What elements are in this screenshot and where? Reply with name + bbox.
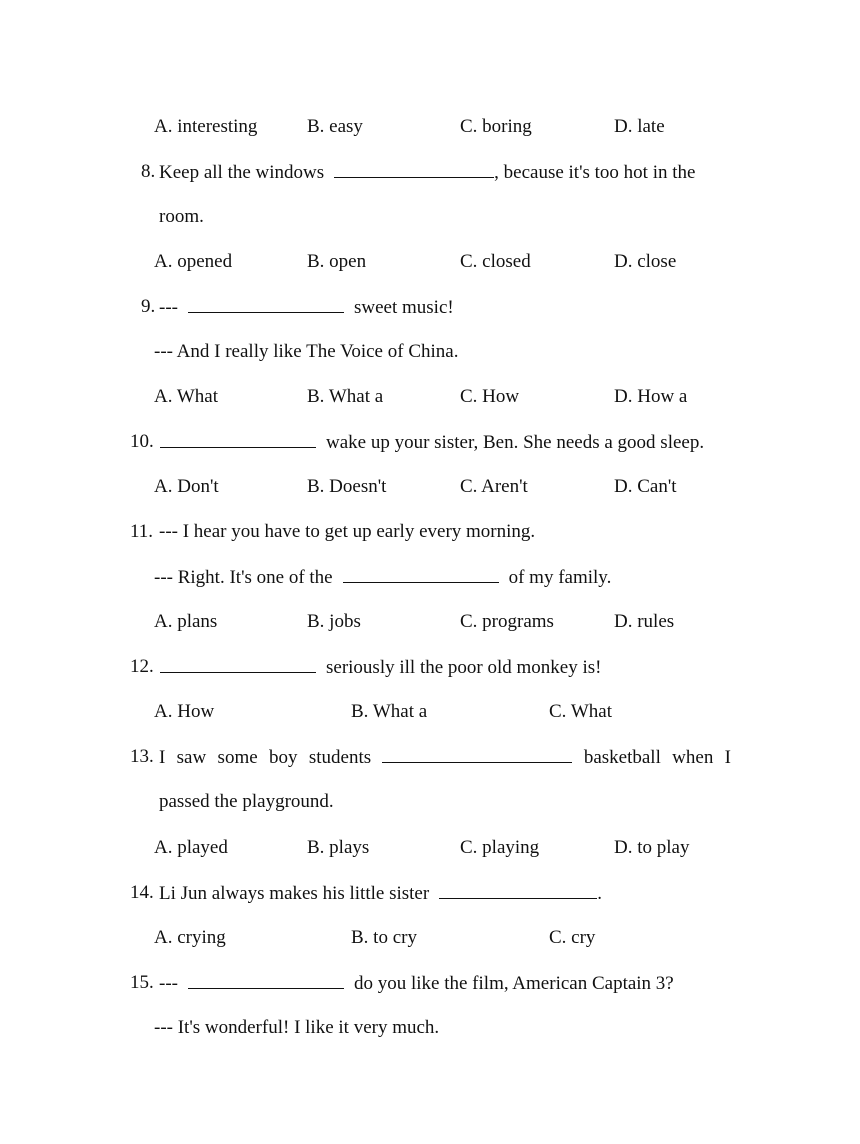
q8-option-a: A. opened (154, 251, 233, 272)
q14-option-c: C. cry (549, 927, 596, 948)
q7-option-b: B. easy (307, 116, 363, 137)
q10-number: 10. (130, 431, 154, 452)
q11-reply (154, 566, 611, 589)
q13-option-b: B. plays (307, 837, 370, 858)
q12-option-c: C. What (549, 701, 612, 722)
q11-option-c: C. programs (460, 611, 554, 632)
q7-option-a: A. interesting (154, 116, 258, 137)
q14-option-a: A. crying (154, 927, 226, 948)
q13-text-after: basketball when I (583, 747, 732, 768)
q12-question (160, 656, 601, 679)
q11-reply-after: of my family. (508, 567, 612, 588)
q7-option-c: C. boring (460, 116, 532, 137)
q8-text-before: Keep all the windows (159, 162, 325, 183)
q11-option-a: A. plans (154, 611, 218, 632)
q13-number: 13. (130, 746, 154, 767)
q12-number: 12. (130, 656, 154, 677)
q15-text-after: do you like the film, American Captain 3? (353, 973, 674, 994)
q10-option-b: B. Doesn't (307, 476, 387, 497)
q14-text-after: . (597, 883, 602, 904)
q12-text-after: seriously ill the poor old monkey is! (326, 657, 602, 678)
q15-blank (188, 972, 344, 989)
q9-text-after: sweet music! (353, 297, 454, 318)
q12-option-b: B. What a (351, 701, 428, 722)
q8-number: 8. (141, 161, 156, 182)
q13-option-a: A. played (154, 837, 228, 858)
q9-reply: --- And I really like The Voice of China. (154, 341, 459, 362)
q10-blank (160, 431, 316, 448)
q9-number: 9. (141, 296, 156, 317)
q8-continuation: room. (159, 206, 204, 227)
q11-blank (343, 566, 499, 583)
q9-question (159, 296, 454, 319)
q14-question (159, 882, 602, 905)
q13-blank (382, 746, 572, 763)
q8-question (159, 161, 731, 184)
q14-number: 14. (130, 882, 154, 903)
q12-blank (160, 656, 316, 673)
q14-text-before: Li Jun always makes his little sister (159, 883, 430, 904)
q11-question: --- I hear you have to get up early every morning. (159, 521, 536, 542)
q11-number: 11. (130, 521, 154, 542)
q11-reply-before: --- Right. It's one of the (154, 567, 333, 588)
q8-blank (334, 161, 494, 178)
q8-option-c: C. closed (460, 251, 531, 272)
q12-option-a: A. How (154, 701, 215, 722)
q10-option-c: C. Aren't (460, 476, 528, 497)
q15-question (159, 972, 674, 995)
q13-option-d: D. to play (614, 837, 690, 858)
q9-prefix: --- (159, 297, 178, 318)
q9-option-d: D. How a (614, 386, 688, 407)
q13-continuation: passed the playground. (159, 791, 334, 812)
q9-option-a: A. What (154, 386, 219, 407)
q14-option-b: B. to cry (351, 927, 417, 948)
q10-option-d: D. Can't (614, 476, 677, 497)
q15-prefix: --- (159, 973, 178, 994)
q8-option-d: D. close (614, 251, 677, 272)
q14-blank (439, 882, 597, 899)
q8-text-after: , because it's too hot in the (494, 162, 696, 183)
q9-option-b: B. What a (307, 386, 384, 407)
q7-option-d: D. late (614, 116, 665, 137)
q13-question (159, 746, 731, 769)
q8-option-b: B. open (307, 251, 367, 272)
q9-option-c: C. How (460, 386, 520, 407)
q13-option-c: C. playing (460, 837, 540, 858)
q10-text-after: wake up your sister, Ben. She needs a good sleep. (326, 432, 705, 453)
q9-blank (188, 296, 344, 313)
q11-option-d: D. rules (614, 611, 675, 632)
q15-number: 15. (130, 972, 154, 993)
q15-reply: --- It's wonderful! I like it very much. (154, 1017, 440, 1038)
q10-option-a: A. Don't (154, 476, 219, 497)
q10-question (160, 431, 704, 454)
q13-text-before: I saw some boy students (159, 747, 372, 768)
q11-option-b: B. jobs (307, 611, 361, 632)
